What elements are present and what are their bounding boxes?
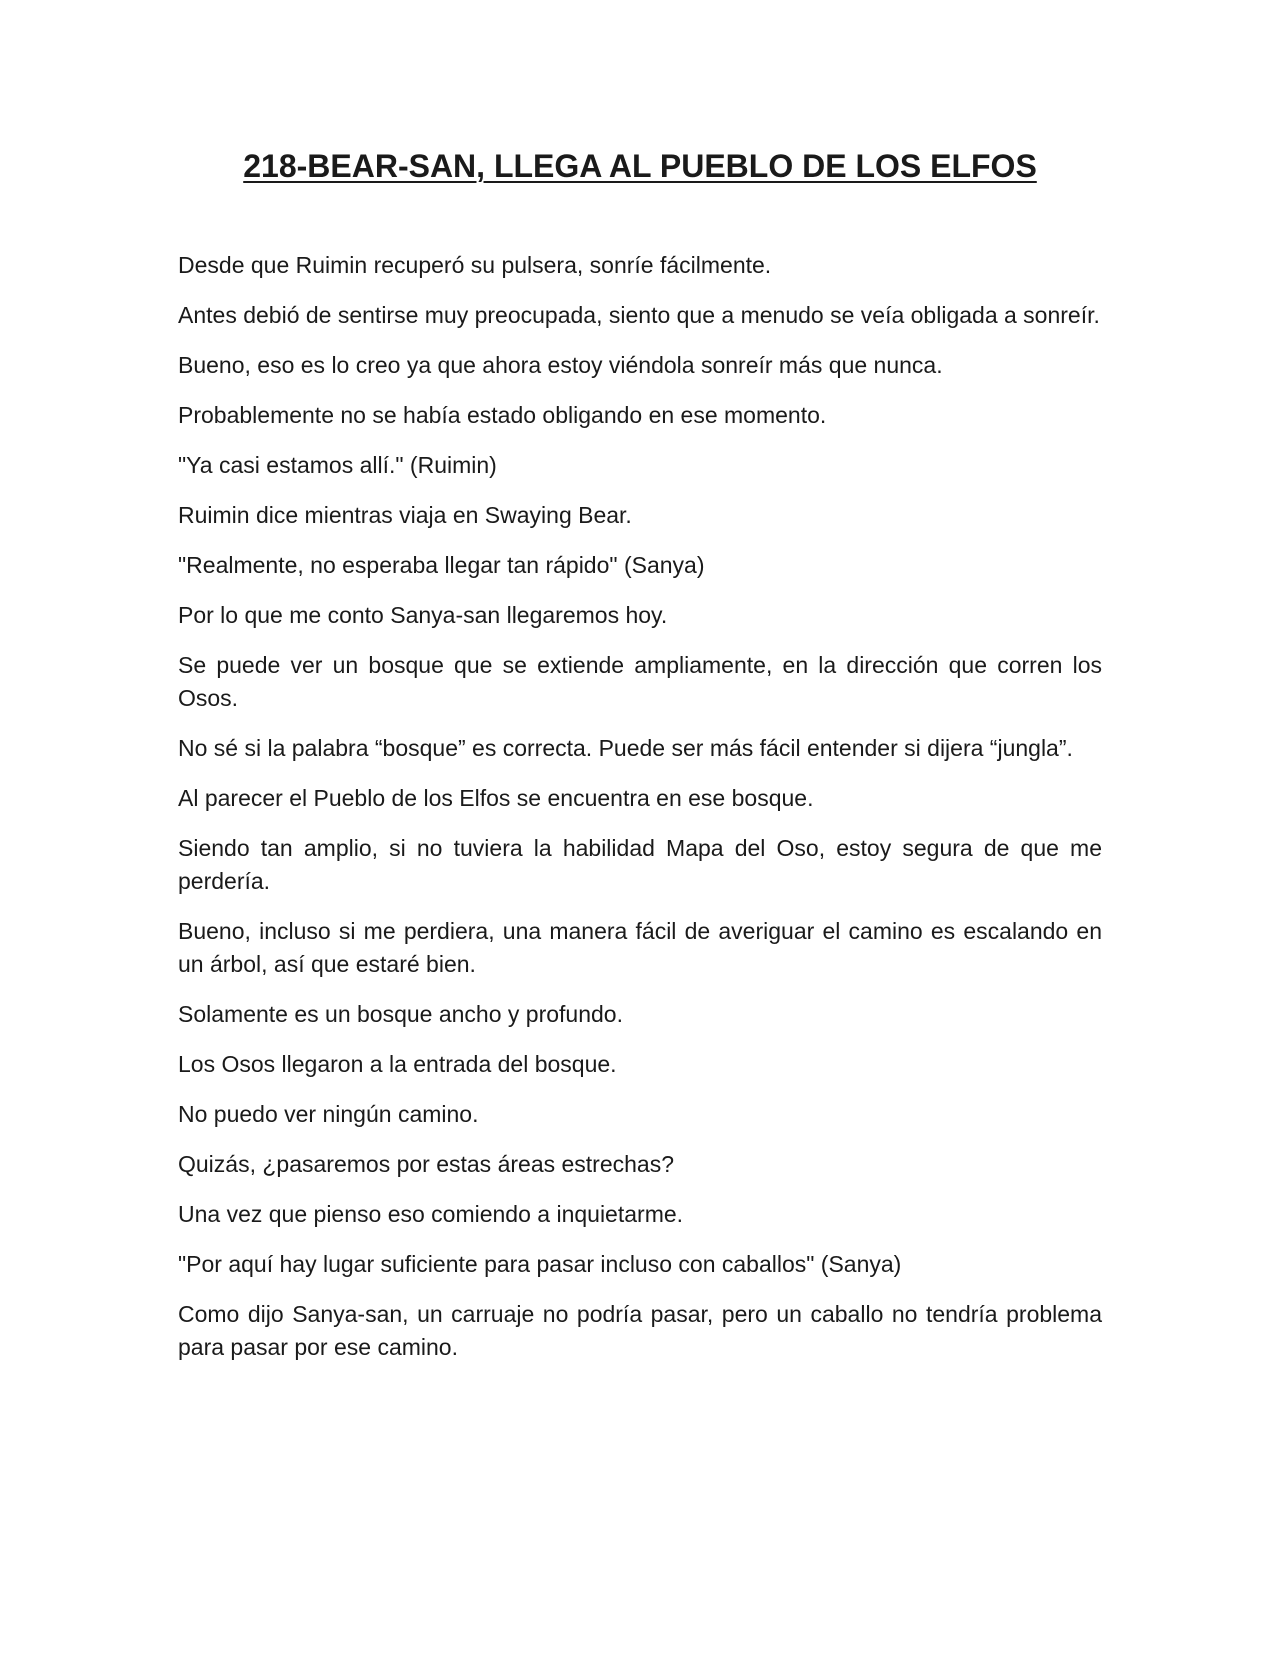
paragraph: Al parecer el Pueblo de los Elfos se encuentra en ese bosque. — [178, 785, 814, 811]
paragraph: "Por aquí hay lugar suficiente para pasar incluso con caballos" (Sanya) — [178, 1251, 902, 1277]
paragraph: Por lo que me conto Sanya-san llegaremos hoy. — [178, 602, 668, 628]
paragraph: "Ya casi estamos allí." (Ruimin) — [178, 452, 497, 478]
paragraph: Ruimin dice mientras viaja en Swaying Bear. — [178, 502, 632, 528]
paragraph: Antes debió de sentirse muy preocupada, siento que a menudo se veía obligada a sonreír. — [178, 302, 1100, 328]
paragraph: Una vez que pienso eso comiendo a inquietarme. — [178, 1201, 684, 1227]
paragraph: No sé si la palabra “bosque” es correcta. Puede ser más fácil entender si dijera “jungla”. — [178, 735, 1073, 761]
paragraph: Probablemente no se había estado obligando en ese momento. — [178, 402, 827, 428]
paragraph: Siendo tan amplio, si no tuviera la habilidad Mapa del Oso, estoy segura de que me perdería. — [178, 835, 1102, 894]
paragraph: Quizás, ¿pasaremos por estas áreas estrechas? — [178, 1151, 675, 1177]
paragraph: Se puede ver un bosque que se extiende ampliamente, en la dirección que corren los Osos. — [178, 652, 1102, 711]
paragraph: Desde que Ruimin recuperó su pulsera, sonríe fácilmente. — [178, 252, 772, 278]
paragraph: Bueno, incluso si me perdiera, una manera fácil de averiguar el camino es escalando en un árbol, así que estaré bien. — [178, 918, 1102, 977]
document-body — [178, 249, 1102, 1381]
paragraph: Bueno, eso es lo creo ya que ahora estoy viéndola sonreír más que nunca. — [178, 352, 943, 378]
paragraph: Como dijo Sanya-san, un carruaje no podría pasar, pero un caballo no tendría problema para pasar por ese camino. — [178, 1301, 1102, 1360]
chapter-title: 218-BEAR-SAN, LLEGA AL PUEBLO DE LOS ELFOS — [243, 148, 1037, 184]
paragraph: Solamente es un bosque ancho y profundo. — [178, 1001, 623, 1027]
paragraph: No puedo ver ningún camino. — [178, 1101, 479, 1127]
paragraph: "Realmente, no esperaba llegar tan rápido" (Sanya) — [178, 552, 705, 578]
paragraph: Los Osos llegaron a la entrada del bosque. — [178, 1051, 617, 1077]
